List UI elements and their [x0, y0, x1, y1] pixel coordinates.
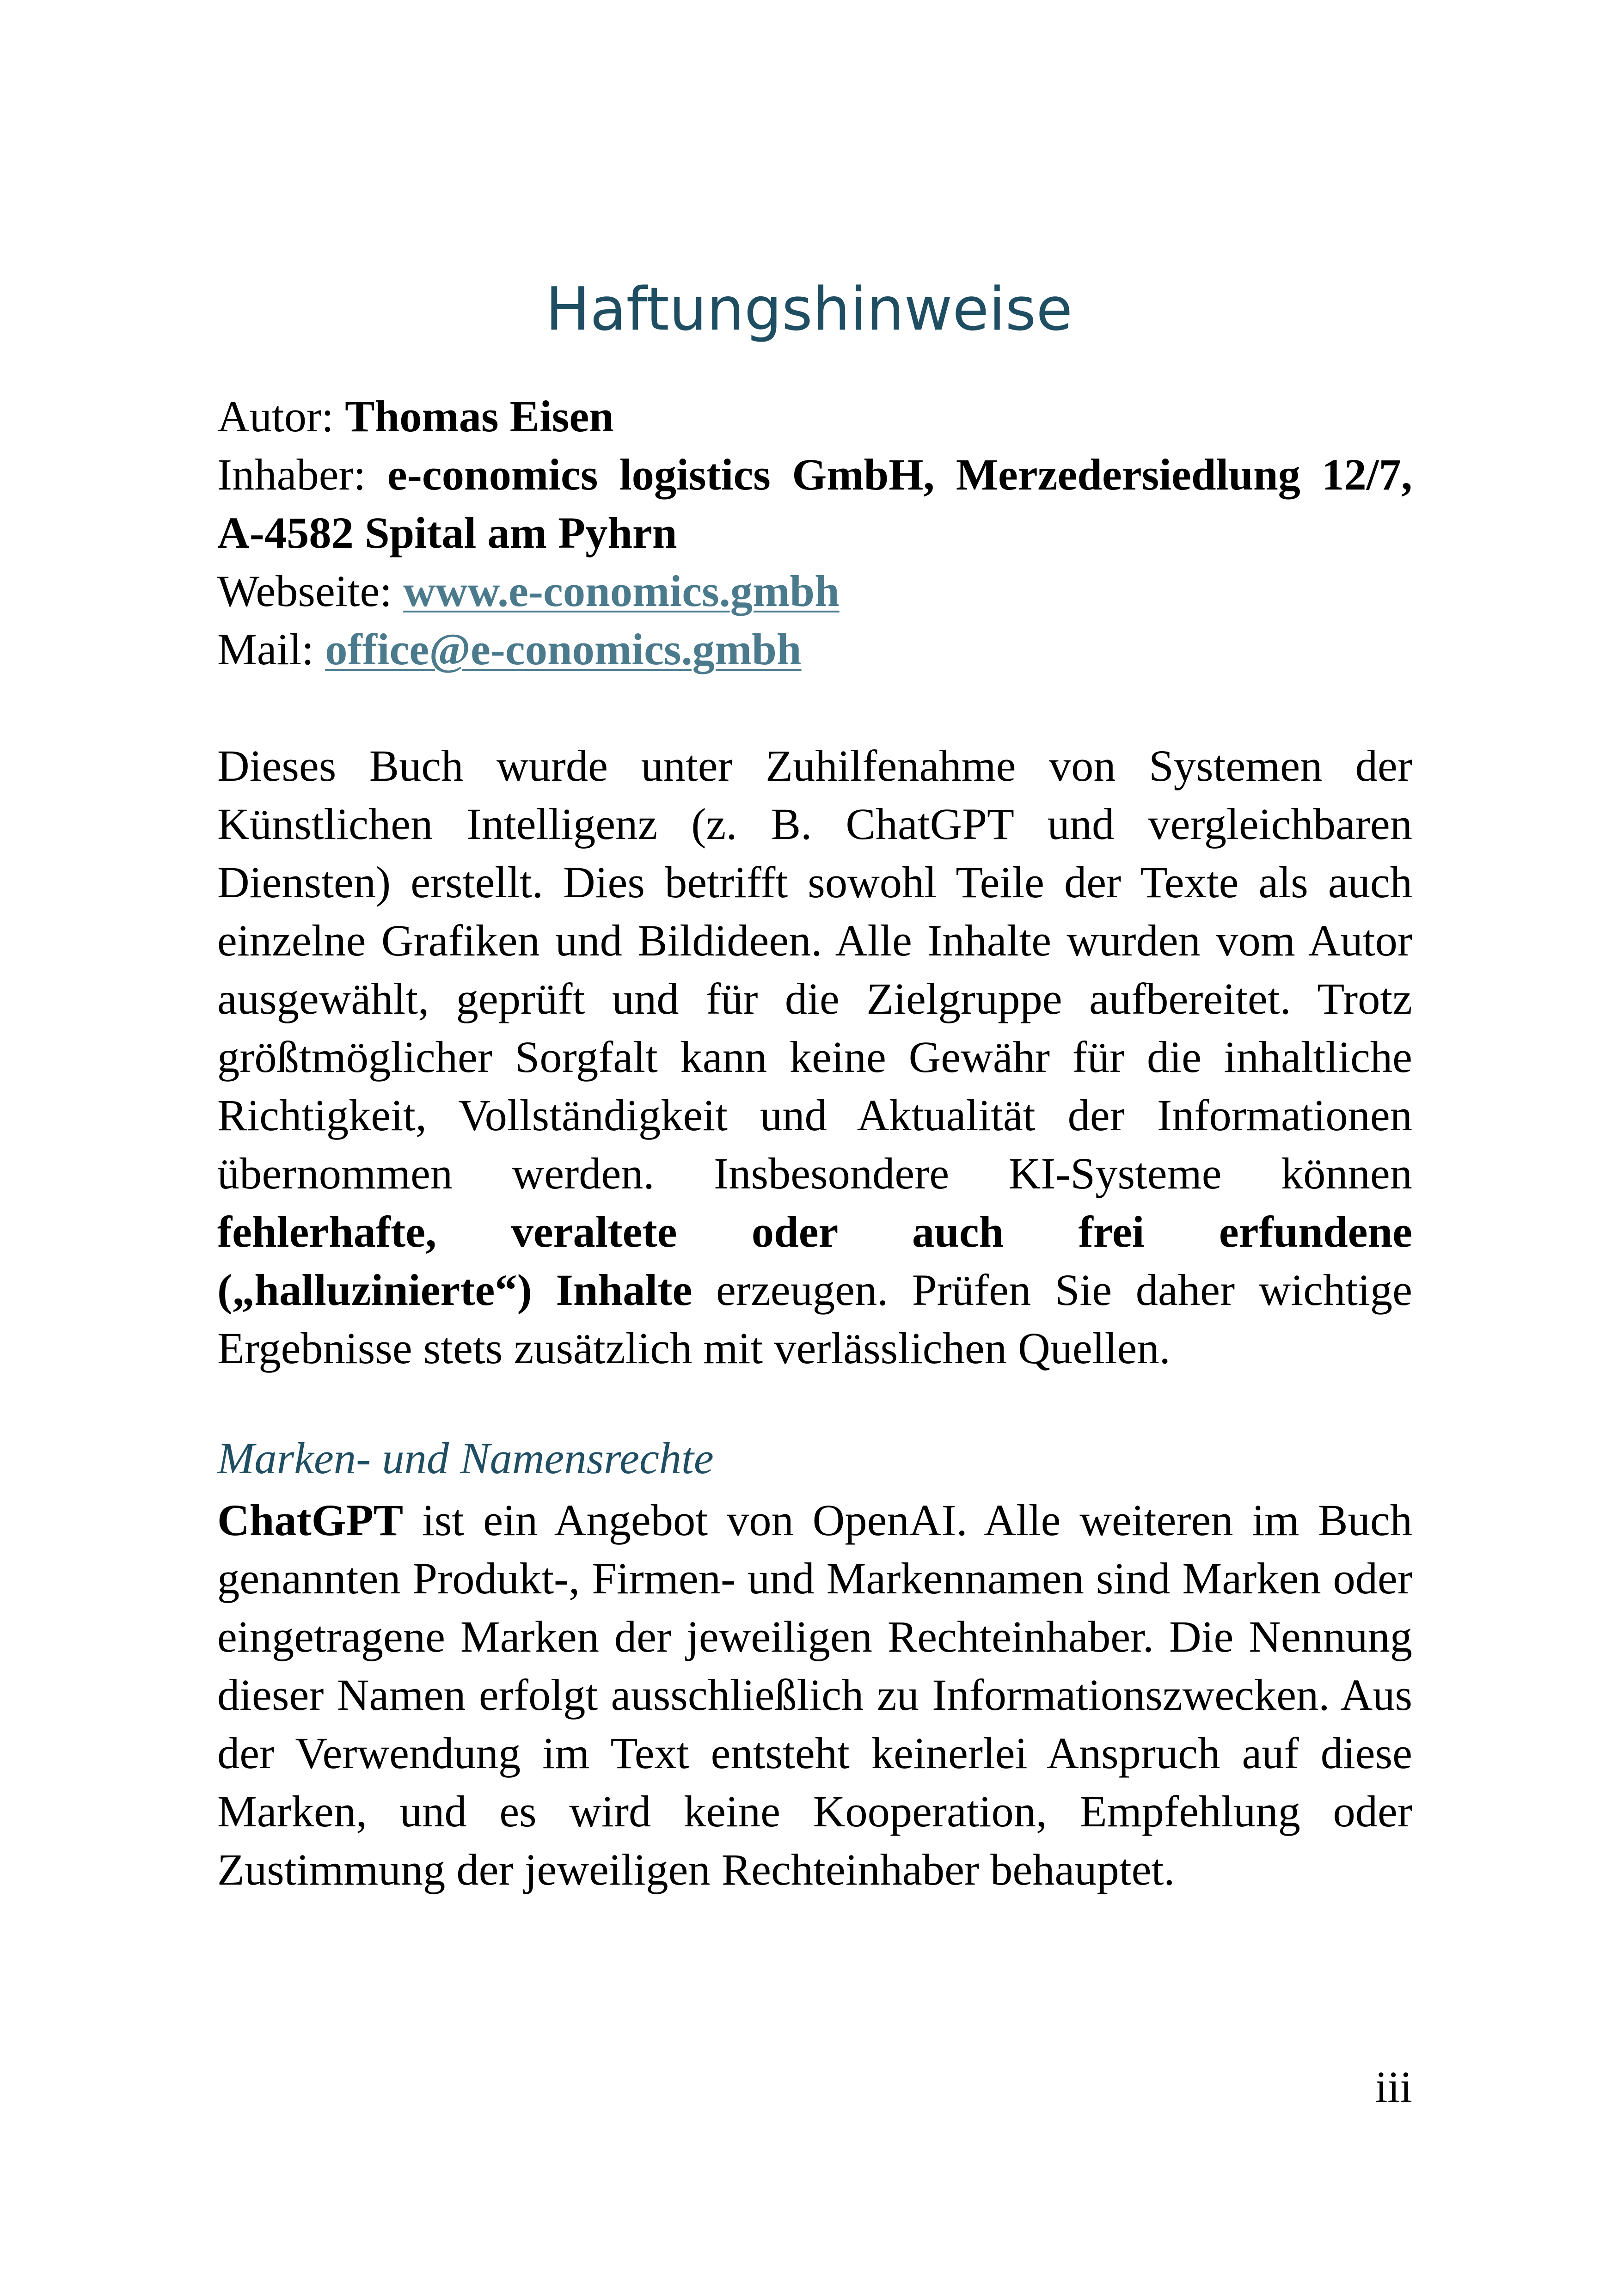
author-label: Autor:	[217, 392, 345, 441]
section-heading: Marken- und Namensrechte	[217, 1433, 714, 1483]
mail-line	[217, 620, 1412, 679]
mail-label: Mail:	[217, 625, 325, 674]
owner-line-2	[217, 504, 1412, 562]
ai-disclaimer-text-end: erzeugen. Prüfen Sie daher wichtige Ergebnisse stets zusätzlich mit verlässlichen Quellen.	[217, 1265, 1412, 1373]
website-line	[217, 562, 1412, 620]
trademark-lead: ChatGPT	[217, 1495, 404, 1545]
ai-disclaimer-paragraph	[217, 737, 1412, 1378]
owner-label: Inhaber:	[217, 450, 387, 499]
website-label: Webseite:	[217, 566, 404, 616]
ai-disclaimer-text: Dieses Buch wurde unter Zuhilfenahme von Systemen der Künstlichen Intelligenz (z. B. ChatGPT und vergleichbaren Diensten) erstellt. Dies betrifft sowohl Teile der Texte als auch einzelne Grafiken und Bildideen. Alle Inhalte wurden vom Autor ausgewählt, geprüft und für die Zielgruppe aufbereitet. Trotz größtmöglicher Sorgfalt kann keine Gewähr für die inhaltliche Richtigkeit, Vollständigkeit und Aktualität der Informationen übernommen werden. Insbesondere KI-Systeme können	[217, 741, 1412, 1198]
owner-line-1	[217, 446, 1412, 504]
author-line	[217, 387, 1412, 446]
owner-address: A-4582 Spital am Pyhrn	[217, 508, 677, 557]
imprint-block	[217, 387, 1412, 679]
page-title: Haftungshinweise	[545, 275, 1073, 344]
ai-disclaimer-emphasis: fehlerhafte, veraltete oder auch frei erfundene („halluzinierte“) Inhalte	[217, 1207, 1412, 1315]
trademark-paragraph	[217, 1491, 1412, 1899]
author-name: Thomas Eisen	[345, 392, 614, 441]
owner-name: e-conomics logistics GmbH, Merzedersiedlung 12/7,	[387, 450, 1412, 499]
website-link[interactable]: www.e-conomics.gmbh	[403, 566, 840, 616]
trademark-text: ist ein Angebot von OpenAI. Alle weiteren im Buch genannten Produkt-, Firmen- und Markennamen sind Marken oder eingetragene Marken der jeweiligen Rechteinhaber. Die Nennung dieser Namen erfolgt ausschließlich zu Informationszwecken. Aus der Verwendung im Text entsteht keinerlei Anspruch auf diese Marken, und es wird keine Kooperation, Empfehlung oder Zustimmung der jeweiligen Rechteinhaber behauptet.	[217, 1495, 1412, 1894]
page-number: iii	[1375, 2062, 1412, 2112]
mail-link[interactable]: office@e-conomics.gmbh	[325, 625, 802, 674]
